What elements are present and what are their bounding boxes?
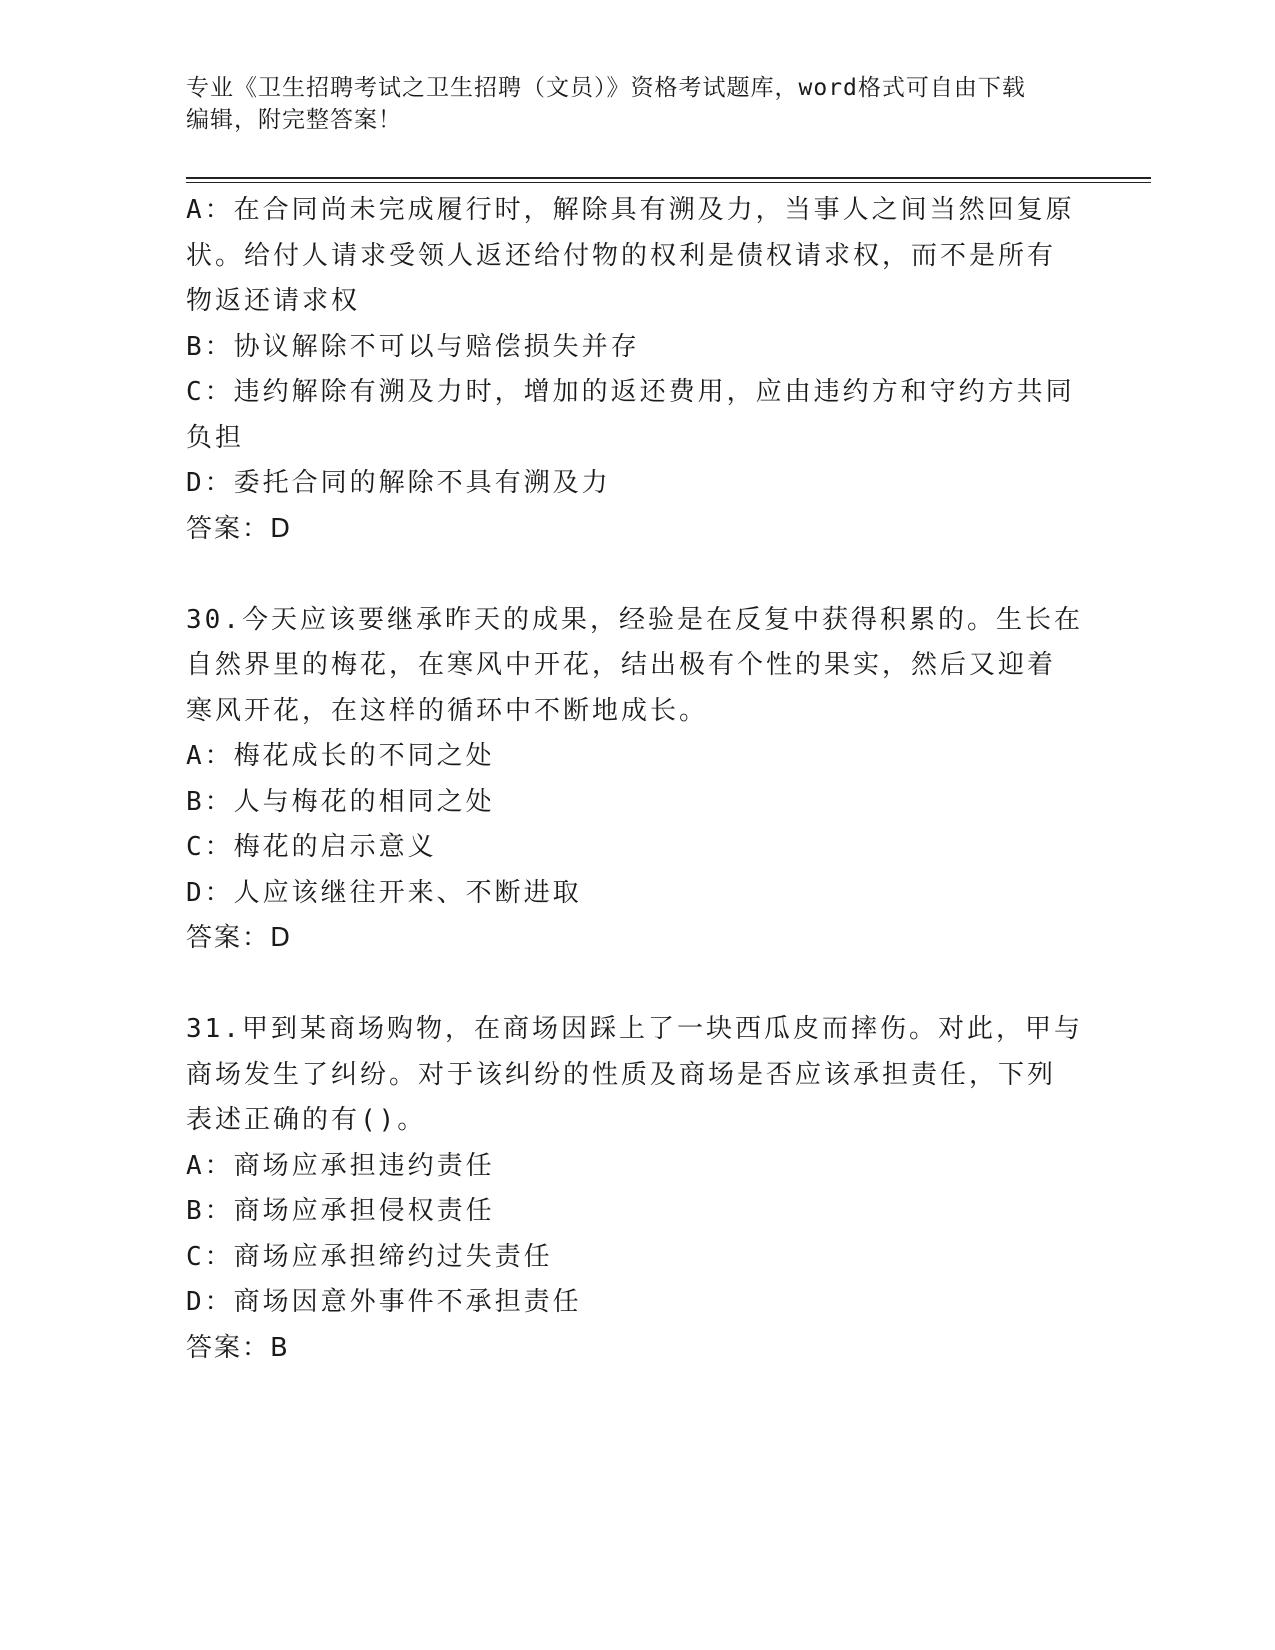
spacer bbox=[186, 962, 1086, 1008]
question-stem-line-1: 30.今天应该要继承昨天的成果，经验是在反复中获得积累的。生长在 bbox=[186, 604, 1083, 635]
header-line-2: 编辑，附完整答案！ bbox=[186, 107, 402, 133]
option-a-line-1: A：在合同尚未完成履行时，解除具有溯及力，当事人之间当然回复原 bbox=[186, 195, 1075, 225]
question-block-prev bbox=[186, 188, 1086, 552]
question-block-30 bbox=[186, 598, 1086, 962]
answer-line: 答案：D bbox=[186, 513, 293, 544]
question-stem-line-3: 表述正确的有()。 bbox=[186, 1105, 427, 1135]
answer-line: 答案：D bbox=[186, 923, 293, 953]
question-block-31 bbox=[186, 1007, 1086, 1371]
option-d: D：委托合同的解除不具有溯及力 bbox=[186, 468, 611, 498]
option-d: D：人应该继往开来、不断进取 bbox=[186, 877, 582, 908]
option-a-line-3: 物返还请求权 bbox=[186, 286, 361, 316]
option-b: B：协议解除不可以与赔偿损失并存 bbox=[186, 331, 640, 362]
question-stem-line-1: 31.甲到某商场购物，在商场因踩上了一块西瓜皮而摔伤。对此，甲与 bbox=[186, 1014, 1083, 1044]
header-divider-thick bbox=[186, 177, 1151, 179]
question-list bbox=[186, 188, 1086, 1371]
option-c: C：梅花的启示意义 bbox=[186, 832, 437, 862]
spacer bbox=[186, 552, 1086, 598]
option-c-line-1: C：违约解除有溯及力时，增加的返还费用，应由违约方和守约方共同 bbox=[186, 377, 1075, 407]
option-b: B：人与梅花的相同之处 bbox=[186, 786, 495, 817]
question-stem-line-3: 寒风开花，在这样的循环中不断地成长。 bbox=[186, 695, 709, 726]
document-header bbox=[186, 72, 1066, 136]
option-b: B：商场应承担侵权责任 bbox=[186, 1196, 495, 1226]
option-a: A：商场应承担违约责任 bbox=[186, 1150, 495, 1181]
option-a: A：梅花成长的不同之处 bbox=[186, 741, 495, 771]
option-c: C：商场应承担缔约过失责任 bbox=[186, 1241, 553, 1272]
header-line-1: 专业《卫生招聘考试之卫生招聘（文员）》资格考试题库，word格式可自由下载 bbox=[186, 75, 1026, 101]
header-divider-thin bbox=[186, 182, 1151, 183]
answer-line: 答案：B bbox=[186, 1332, 290, 1363]
question-stem-line-2: 自然界里的梅花，在寒风中开花，结出极有个性的果实，然后又迎着 bbox=[186, 650, 1057, 680]
question-stem-line-2: 商场发生了纠纷。对于该纠纷的性质及商场是否应该承担责任，下列 bbox=[186, 1059, 1057, 1090]
option-d: D：商场因意外事件不承担责任 bbox=[186, 1287, 582, 1317]
option-a-line-2: 状。给付人请求受领人返还给付物的权利是债权请求权，而不是所有 bbox=[186, 240, 1057, 271]
option-c-line-2: 负担 bbox=[186, 422, 245, 453]
